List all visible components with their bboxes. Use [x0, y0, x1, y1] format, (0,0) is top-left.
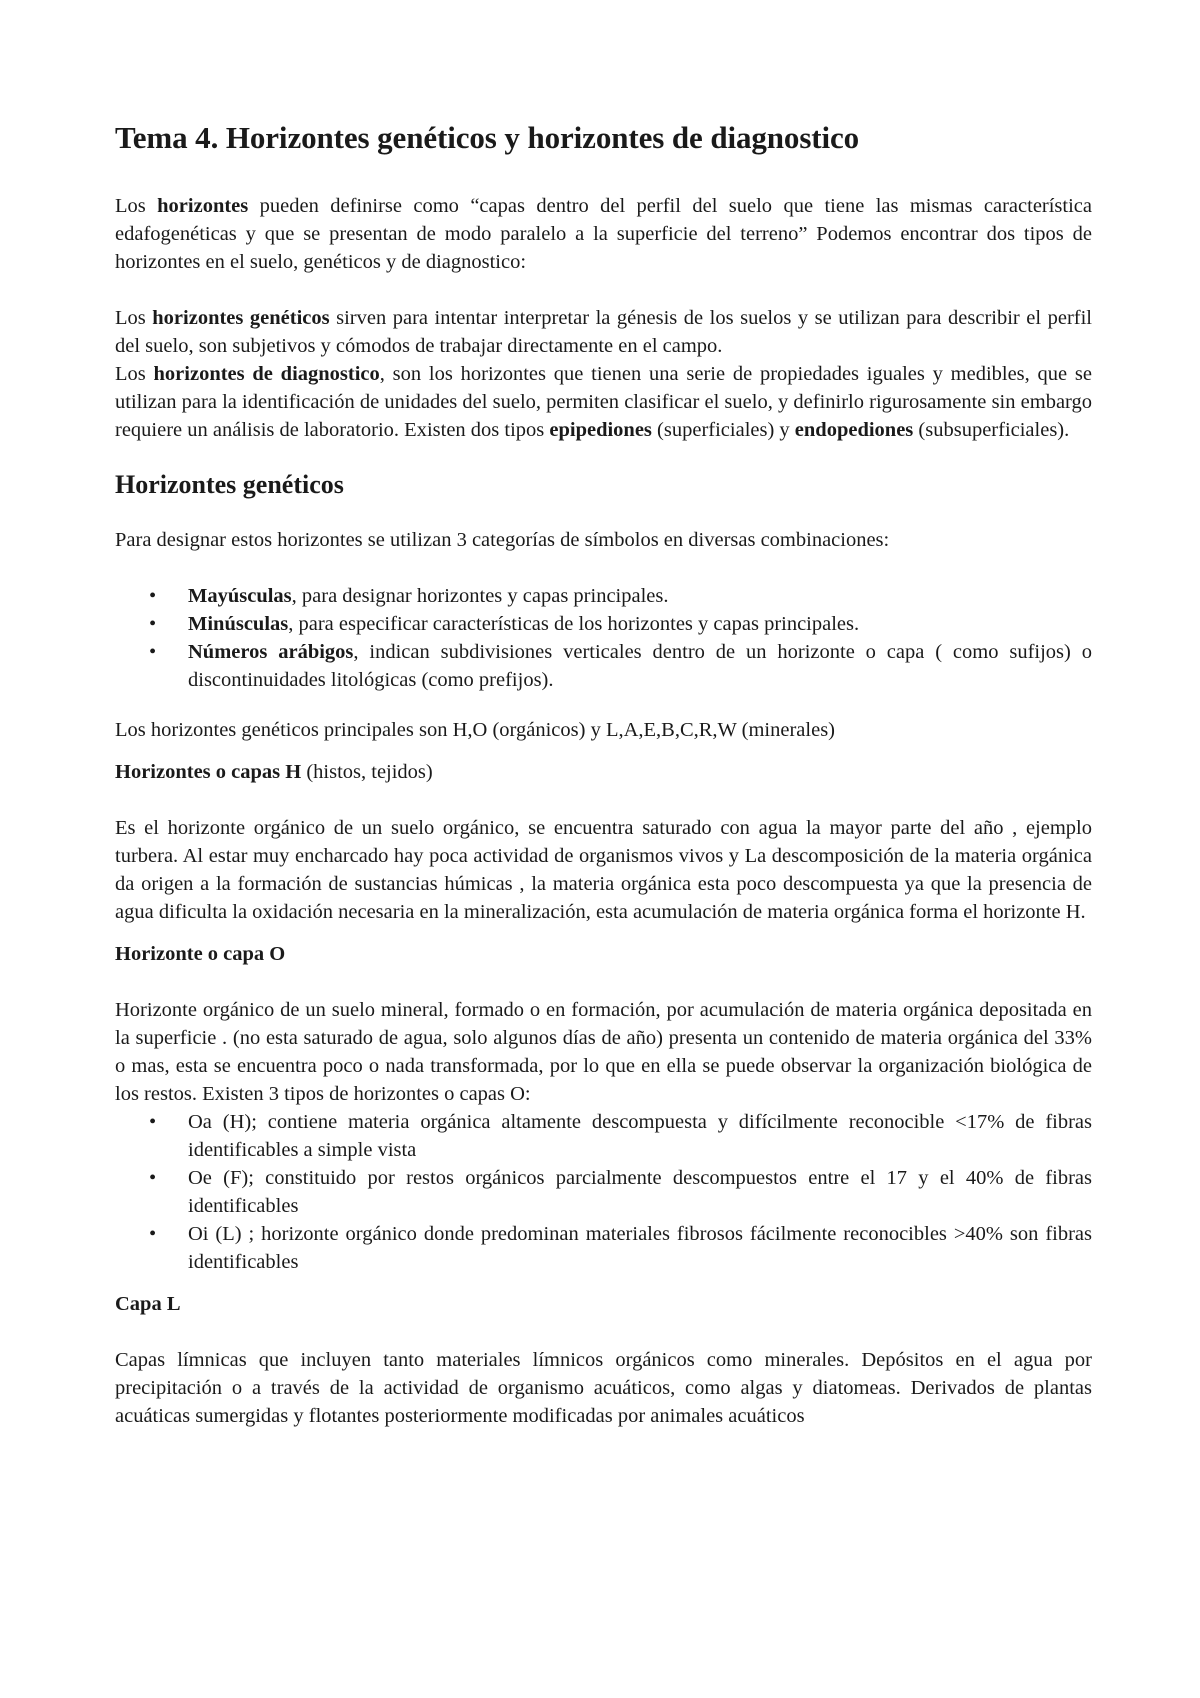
list-item: • Oi (L) ; horizonte orgánico donde predominan materiales fibrosos fácilmente reconocibles >40% son fibras identificables [188, 1220, 1092, 1276]
capa-o-body: Horizonte orgánico de un suelo mineral, formado o en formación, por acumulación de materia orgánica depositada en la superficie . (no esta saturado de agua, solo algunos días de año) presenta un contenido de materia orgánica del 33% o mas, esta se encuentra poco o nada transformada, por lo que en ella se puede observar la organización biológica de los restos. Existen 3 tipos de horizontes o capas O: [115, 999, 1092, 1105]
capa-l-body: Capas límnicas que incluyen tanto materiales límnicos orgánicos como minerales. Depósitos en el agua por precipitación o a través de la actividad de organismo acuáticos, como algas y diatomeas. Derivados de plantas acuáticas sumergidas y flotantes posteriormente modificadas por animales acuáticos [115, 1349, 1092, 1427]
principales-paragraph: Los horizontes genéticos principales son H,O (orgánicos) y L,A,E,B,C,R,W (minerales) [115, 719, 836, 741]
page-title: Tema 4. Horizontes genéticos y horizontes de diagnostico [115, 120, 860, 155]
intro-paragraph-2: Los horizontes genéticos sirven para intentar interpretar la génesis de los suelos y se utilizan para describir el perfil del suelo, son subjetivos y cómodos de trabajar directamente en el campo. [115, 307, 1093, 357]
capa-o-types-list [115, 1108, 1092, 1276]
list-item: • Oa (H); contiene materia orgánica altamente descompuesta y difícilmente reconocible <17% de fibras identificables a simple vista [188, 1108, 1092, 1164]
intro-paragraph-3: Los horizontes de diagnostico, son los horizontes que tienen una serie de propiedades iguales y medibles, que se utilizan para la identificación de unidades del suelo, permiten clasificar el suelo, y definirlo rigurosamente sin embargo requiere un análisis de laboratorio. Existen dos tipos epipediones (superficiales) y endopediones (subsuperficiales). [115, 363, 1093, 441]
intro-paragraph-1: Los horizontes pueden definirse como “capas dentro del perfil del suelo que tiene las mismas característica edafogenéticas y que se presentan de modo paralelo a la superficie del terreno” Podemos encontrar dos tipos de horizontes en el suelo, genéticos y de diagnostico: [115, 195, 1093, 273]
capa-o-heading: Horizonte o capa O [115, 943, 286, 965]
list-item: • Números arábigos, indican subdivisiones verticales dentro de un horizonte o capa ( como sufijos) o discontinuidades litológicas (como prefijos). [188, 638, 1092, 694]
symbol-categories-list [115, 582, 1092, 694]
capa-h-heading: Horizontes o capas H [115, 761, 302, 783]
document-page: Tema 4. Horizontes genéticos y horizontes de diagnostico Los horizontes pueden definirse como “capas dentro del perfil del suelo que tiene las mismas característica edafogenéticas y que se presentan de modo paralelo a la superficie del terreno” Podemos encontrar dos tipos de horizontes en el suelo, genéticos y de diagnostico: Los horizontes genéticos sirven para intentar interpretar la génesis de los suelos y se utilizan para describir el perfil del suelo, son subjetivos y cómodos de trabajar directamente en el campo. Los horizontes de diagnostico, son los horizontes que tienen una serie de propiedades iguales y medibles, que se utilizan para la identificación de unidades del suelo, permiten clasificar el suelo, y definirlo rigurosamente sin embargo requiere un análisis de laboratorio. Existen dos tipos epipediones (superficiales) y endopediones (subsuperficiales). Horizontes genéticos Para designar estos horizontes se utilizan 3 categorías de símbolos en diversas combinaciones: • Mayúsculas, para designar horizontes y capas principales. • Minúsculas, para especificar características de los horizontes y capas principales. • Números arábigos, indican subdivisiones verticales dentro de un horizonte o capa ( como sufijos) o discontinuidades litológicas (como prefijos). Los horizontes genéticos principales son H,O (orgánicos) y L,A,E,B,C,R,W (minerales) Horizontes o capas H (histos, tejidos) Es el horizonte orgánico de un suelo orgánico, se encuentra saturado con agua la mayor parte del año , ejemplo turbera. Al estar muy encharcado hay poca actividad de organismos vivos y La descomposición de la materia orgánica da origen a la formación de sustancias húmicas , la materia orgánica esta poco descompuesta ya que la presencia de agua dificulta la oxidación necesaria en la mineralización, esta acumulación de materia orgánica forma el horizonte H. Horizonte o capa O Horizonte orgánico de un suelo mineral, formado o en formación, por acumulación de materia orgánica depositada en la superficie . (no esta saturado de agua, solo algunos días de año) presenta un contenido de materia orgánica del 33% o mas, esta se encuentra poco o nada transformada, por lo que en ella se puede observar la organización biológica de los restos. Existen 3 tipos de horizontes o capas O: • Oa (H); contiene materia orgánica altamente descompuesta y difícilmente reconocible <17% de fibras identificables a simple vista • Oe (F); constituido por restos orgánicos parcialmente descompuestos entre el 17 y el 40% de fibras identificables • Oi (L) ; horizonte orgánico donde predominan materiales fibrosos fácilmente reconocibles >40% son fibras identificables Capa L Capas límnicas que incluyen tanto materiales límnicos orgánicos como minerales. Depósitos en el agua por precipitación o a través de la actividad de organismo acuáticos, como algas y diatomeas. Derivados de plantas acuáticas sumergidas y flotantes posteriormente modificadas por animales acuáticos [0, 0, 1200, 1698]
section-heading-geneticos: Horizontes genéticos [115, 470, 344, 499]
list-item: • Minúsculas, para especificar características de los horizontes y capas principales. [188, 610, 1092, 638]
geneticos-intro: Para designar estos horizontes se utilizan 3 categorías de símbolos en diversas combinaciones: [115, 529, 890, 551]
capa-l-heading: Capa L [115, 1293, 181, 1315]
capa-h-body: Es el horizonte orgánico de un suelo orgánico, se encuentra saturado con agua la mayor parte del año , ejemplo turbera. Al estar muy encharcado hay poca actividad de organismos vivos y La descomposición de la materia orgánica da origen a la formación de sustancias húmicas , la materia orgánica esta poco descompuesta ya que la presencia de agua dificulta la oxidación necesaria en la mineralización, esta acumulación de materia orgánica forma el horizonte H. [115, 817, 1092, 923]
list-item: • Mayúsculas, para designar horizontes y capas principales. [188, 582, 1092, 610]
list-item: • Oe (F); constituido por restos orgánicos parcialmente descompuestos entre el 17 y el 40% de fibras identificables [188, 1164, 1092, 1220]
